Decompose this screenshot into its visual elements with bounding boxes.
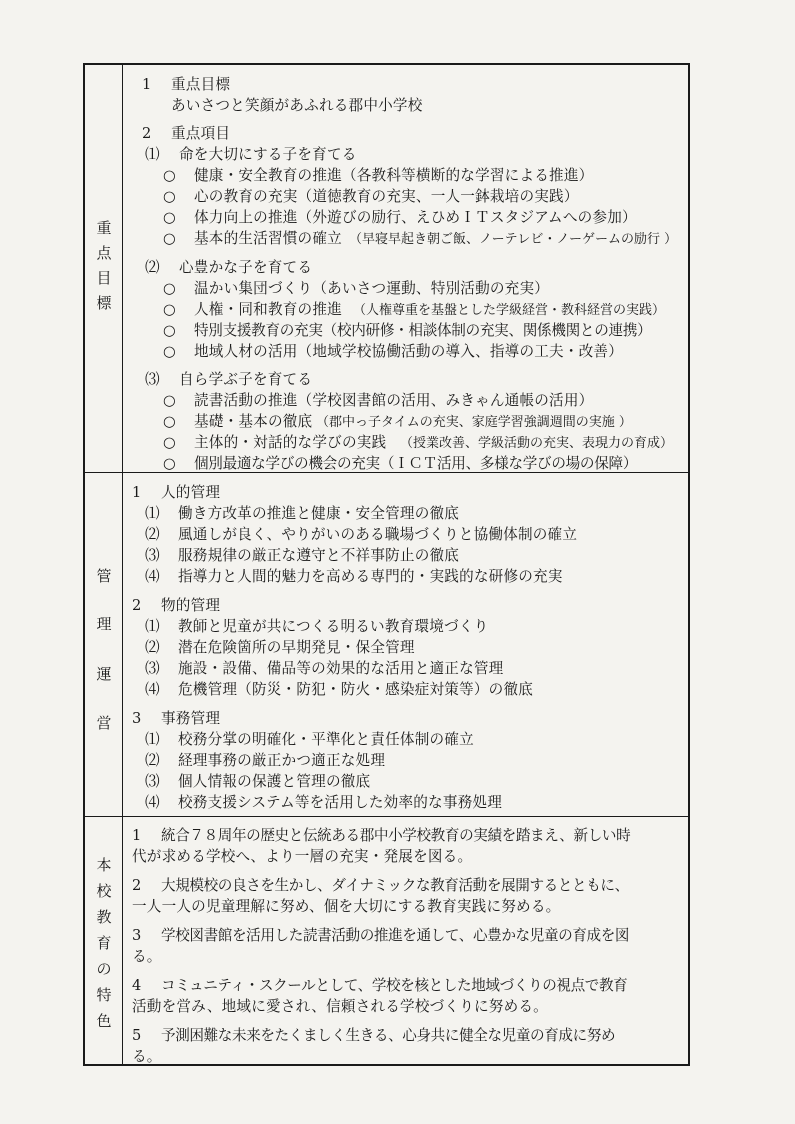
row-label-char: 標 (96, 294, 112, 312)
feature-number: 5 (132, 1027, 142, 1044)
heading-title: 重点項目 (171, 125, 231, 142)
heading-number: 2 (132, 597, 142, 614)
list-item: 心の教育の充実（道徳教育の充実、一人一鉢栽培の実践） (194, 188, 579, 205)
group-number: ⑶ (145, 371, 160, 388)
feature-text: 学校図書館を活用した読書活動の推進を通して、心豊かな児童の育成を図 (161, 927, 630, 944)
bullet-circle: ○ (163, 301, 176, 318)
item-number: ⑷ (145, 568, 160, 585)
row-label-char: 色 (96, 1012, 112, 1030)
row-label-char: 重 (96, 219, 112, 237)
label-cell-priority-goals (85, 65, 123, 472)
label-cell-management (85, 473, 123, 816)
list-item: 施設・設備、備品等の効果的な活用と適正な管理 (178, 660, 504, 677)
list-item: 校務支援システム等を活用した効率的な事務処理 (178, 794, 503, 811)
item-number: ⑴ (145, 505, 160, 522)
list-item: 読書活動の推進（学校図書館の活用、みきゃん通帳の活用） (194, 392, 594, 409)
item-number: ⑵ (145, 639, 160, 656)
list-item: 温かい集団づくり（あいさつ運動、特別活動の充実） (194, 280, 550, 297)
list-item: 人権・同和教育の推進 (194, 301, 342, 318)
list-item: 主体的・対話的な学びの実践 (194, 434, 387, 451)
heading-number: 1 (142, 76, 152, 93)
list-item: 危機管理（防災・防犯・防火・感染症対策等）の徹底 (178, 681, 534, 698)
bullet-circle: ○ (163, 455, 176, 472)
label-cell-school-features (85, 817, 123, 1066)
group-number: ⑵ (145, 259, 160, 276)
heading-title: 物的管理 (161, 597, 221, 614)
group-title: 自ら学ぶ子を育てる (179, 371, 313, 388)
item-number: ⑷ (145, 681, 160, 698)
list-item: 指導力と人間的魅力を高める専門的・実践的な研修の充実 (178, 568, 563, 585)
row-label-char: 校 (96, 882, 112, 900)
group-number: ⑴ (145, 146, 160, 163)
list-item: 基本的生活習慣の確立 (194, 230, 342, 247)
feature-number: 1 (132, 827, 142, 844)
feature-text: 予測困難な未来をたくましく生きる、心身共に健全な児童の育成に努め (161, 1027, 616, 1044)
bullet-circle: ○ (163, 322, 176, 339)
row-management (85, 473, 688, 817)
heading-title: 人的管理 (161, 484, 221, 501)
list-item: 基礎・基本の徹底 (194, 413, 313, 430)
bullet-circle: ○ (163, 167, 176, 184)
row-label-char: 営 (96, 714, 112, 732)
bullet-circle: ○ (163, 343, 176, 360)
list-item-note: （早寝早起き朝ご飯、ノーテレビ・ノーゲームの励行 ） (349, 232, 678, 247)
row-label-char: 運 (96, 665, 112, 683)
bullet-circle: ○ (163, 209, 176, 226)
list-item: 経理事務の厳正かつ適正な処理 (178, 752, 386, 769)
heading-number: 2 (142, 125, 152, 142)
list-item-note: （授業改善、学級活動の充実、表現力の育成） (400, 436, 674, 451)
bullet-circle: ○ (163, 392, 176, 409)
list-item: 個人情報の保護と管理の徹底 (178, 773, 371, 790)
content-cell-school-features (123, 817, 688, 1066)
heading-number: 3 (132, 710, 142, 727)
item-number: ⑵ (145, 526, 160, 543)
item-number: ⑶ (145, 660, 160, 677)
heading-title: 重点目標 (171, 76, 231, 93)
list-item: 特別支援教育の充実（校内研修・相談体制の充実、関係機関との連携） (194, 322, 652, 339)
policy-table (83, 63, 690, 1066)
feature-text-cont: 活動を営み、地域に愛され、信頼される学校づくりに努める。 (132, 998, 548, 1015)
school-motto: あいさつと笑顔があふれる郡中小学校 (171, 97, 423, 114)
feature-number: 2 (132, 877, 142, 894)
list-item: 働き方改革の推進と健康・安全管理の徹底 (178, 505, 460, 522)
row-label-char: 点 (96, 244, 112, 262)
row-label-char: 育 (96, 934, 112, 952)
item-number: ⑷ (145, 794, 160, 811)
heading-title: 事務管理 (161, 710, 221, 727)
bullet-circle: ○ (163, 230, 176, 247)
feature-text-cont: 一人一人の児童理解に努め、個を大切にする教育実践に努める。 (132, 898, 561, 915)
item-number: ⑶ (145, 773, 160, 790)
feature-number: 4 (132, 977, 142, 994)
item-number: ⑶ (145, 547, 160, 564)
list-item-note: （郡中っ子タイムの充実、家庭学習強調週間の実施 ） (316, 415, 632, 430)
feature-text: 統合７８周年の歴史と伝統ある郡中小学校教育の実績を踏まえ、新しい時 (161, 827, 631, 844)
content-cell-priority-goals (123, 65, 688, 472)
feature-text: コミュニティ・スクールとして、学校を核とした地域づくりの視点で教育 (161, 977, 628, 994)
item-number: ⑴ (145, 618, 160, 635)
row-school-features (85, 817, 688, 1066)
item-number: ⑵ (145, 752, 160, 769)
list-item: 服務規律の厳正な遵守と不祥事防止の徹底 (178, 547, 460, 564)
content-cell-management (123, 473, 688, 816)
group-title: 命を大切にする子を育てる (179, 146, 357, 163)
row-label-char: 本 (96, 856, 112, 874)
feature-number: 3 (132, 927, 142, 944)
feature-text: 大規模校の良さを生かし、ダイナミックな教育活動を展開するとともに、 (161, 877, 629, 894)
bullet-circle: ○ (163, 280, 176, 297)
list-item: 健康・安全教育の推進（各教科等横断的な学習による推進） (194, 167, 594, 184)
list-item-note: （人権尊重を基盤とした学級経営・教科経営の実践） (353, 303, 666, 318)
list-item: 教師と児童が共につくる明るい教育環境づくり (178, 618, 489, 635)
row-label-char: 教 (96, 908, 112, 926)
feature-text-cont: る。 (132, 1048, 162, 1065)
bullet-circle: ○ (163, 434, 176, 451)
row-label-char: 管 (96, 567, 112, 585)
list-item: 体力向上の推進（外遊びの励行、えひめＩＴスタジアムへの参加） (194, 209, 637, 226)
row-label-char: 理 (96, 615, 112, 633)
bullet-circle: ○ (163, 188, 176, 205)
row-label-char: の (96, 960, 112, 978)
list-item: 個別最適な学びの機会の充実（ＩＣＴ活用、多様な学びの場の保障） (194, 455, 638, 472)
feature-text-cont: 代が求める学校へ、より一層の充実・発展を図る。 (132, 848, 473, 865)
row-label-char: 目 (96, 269, 112, 287)
list-item: 風通しが良く、やりがいのある職場づくりと協働体制の確立 (178, 526, 578, 543)
feature-text-cont: る。 (132, 948, 162, 965)
item-number: ⑴ (145, 731, 160, 748)
bullet-circle: ○ (163, 413, 176, 430)
heading-number: 1 (132, 484, 142, 501)
list-item: 地域人材の活用（地域学校協働活動の導入、指導の工夫・改善） (194, 343, 624, 360)
row-priority-goals (85, 65, 688, 473)
list-item: 校務分掌の明確化・平準化と責任体制の確立 (178, 731, 474, 748)
list-item: 潜在危険箇所の早期発見・保全管理 (178, 639, 415, 656)
group-title: 心豊かな子を育てる (179, 259, 313, 276)
row-label-char: 特 (96, 986, 112, 1004)
